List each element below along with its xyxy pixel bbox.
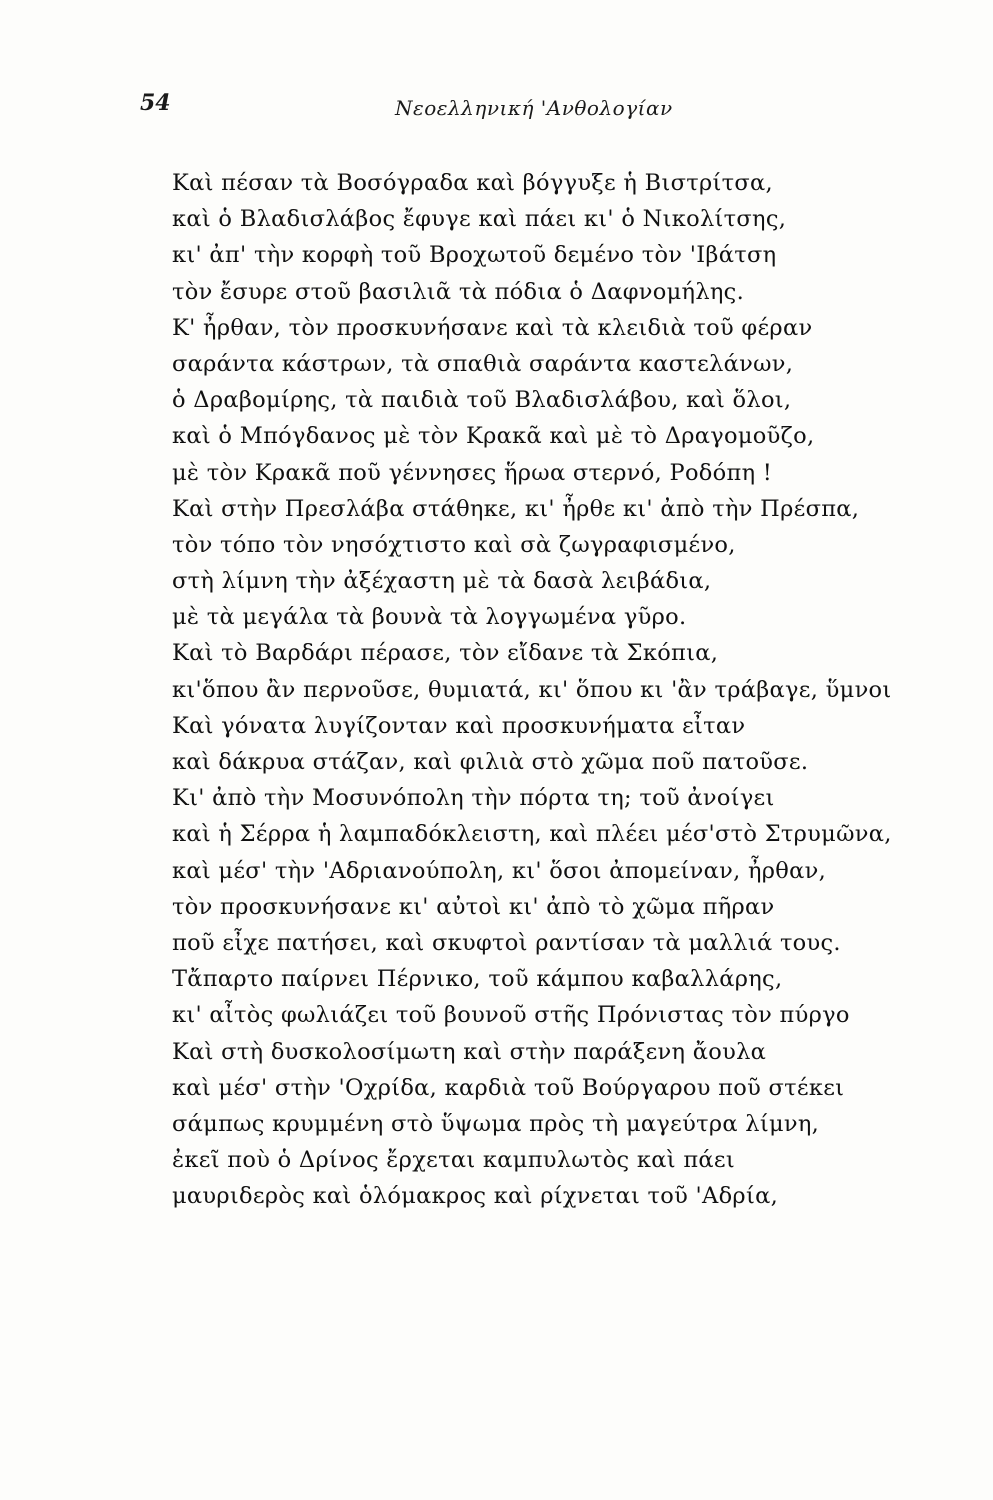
poem-line: Καὶ πέσαν τὰ Βοσόγραδα καὶ βόγγυξε ἡ Βιστρίτσα, [172, 170, 774, 196]
poem-line: στὴ λίμνη τὴν ἀξέχαστη μὲ τὰ δασὰ λειβάδια, [172, 568, 712, 595]
poem-line: Καὶ στὴν Πρεσλάβα στάθηκε, κι' ἦρθε κι' ἀπὸ τὴν Πρέσπα, [172, 495, 860, 522]
poem-line: ὁ Δραβομίρης, τὰ παιδιὰ τοῦ Βλαδισλάβου, καὶ ὅλοι, [172, 387, 792, 414]
poem-line: κι' αἶτὸς φωλιάζει τοῦ βουνοῦ στῆς Πρόνιστας τὸν πύργο [172, 1002, 850, 1029]
poem-line: μὲ τὸν Κρακᾶ ποῦ γέννησες ἥρωα στερνό, Ροδόπη ! [172, 459, 773, 486]
poem-line: καὶ δάκρυα στάζαν, καὶ φιλιὰ στὸ χῶμα ποῦ πατοῦσε. [172, 749, 809, 775]
poem-line: τὸν προσκυνήσανε κι' αὐτοὶ κι' ἀπὸ τὸ χῶμα πῆραν [172, 893, 775, 920]
poem-line: καὶ ἡ Σέρρα ἡ λαμπαδόκλειστη, καὶ πλέει μέσ'στὸ Στρυμῶνα, [172, 821, 892, 848]
poem-line: τὸν ἔσυρε στοῦ βασιλιᾶ τὰ πόδια ὁ Δαφνομήλης. [172, 278, 745, 305]
poem-line: σαράντα κάστρων, τὰ σπαθιὰ σαράντα καστελάνων, [172, 350, 794, 377]
poem-line: κι'ὅπου ἂν περνοῦσε, θυμιατά, κι' ὅπου κι 'ἂν τράβαγε, ὕμνοι [172, 676, 892, 703]
poem-line: καὶ μέσ' τὴν 'Αδριανούπολη, κι' ὅσοι ἀπομείναν, ἦρθαν, [172, 857, 827, 884]
poem-text [172, 165, 972, 1214]
page-number: 54 [140, 90, 171, 116]
poem-line: Τἄπαρτο παίρνει Πέρνικο, τοῦ κάμπου καβαλλάρης, [172, 966, 783, 993]
poem-line: Καὶ γόνατα λυγίζονταν καὶ προσκυνήματα εἶταν [172, 712, 746, 739]
poem-line: Καὶ τὸ Βαρδάρι πέρασε, τὸν εἴδανε τὰ Σκόπια, [172, 640, 719, 667]
poem-line: καὶ μέσ' στὴν 'Οχρίδα, καρδιὰ τοῦ Βούργαρου ποῦ στέκει [172, 1074, 845, 1101]
poem-line: ποῦ εἶχε πατήσει, καὶ σκυφτοὶ ραντίσαν τὰ μαλλιά τους. [172, 929, 841, 956]
poem-line: μὲ τὰ μεγάλα τὰ βουνὰ τὰ λογγωμένα γῦρο. [172, 604, 687, 631]
poem-line: μαυριδερὸς καὶ ὁλόμακρος καὶ ρίχνεται τοῦ 'Αδρία, [172, 1183, 779, 1210]
running-head: Νεοελληνική 'Ανθολογίαν [395, 96, 673, 120]
poem-line: Κ' ἦρθαν, τὸν προσκυνήσανε καὶ τὰ κλειδιὰ τοῦ φέραν [172, 314, 813, 341]
poem-line: Καὶ στὴ δυσκολοσίμωτη καὶ στὴν παράξενη ἄουλα [172, 1038, 767, 1065]
poem-line: Κι' ἀπὸ τὴν Μοσυνόπολη τὴν πόρτα τη; τοῦ ἀνοίγει [172, 785, 775, 812]
poem-line: καὶ ὁ Βλαδισλάβος ἔφυγε καὶ πάει κι' ὁ Νικολίτσης, [172, 206, 787, 233]
poem-line: τὸν τόπο τὸν νησόχτιστο καὶ σὰ ζωγραφισμένο, [172, 531, 736, 558]
poem-line: ἐκεῖ ποὺ ὁ Δρίνος ἔρχεται καμπυλωτὸς καὶ πάει [172, 1147, 736, 1174]
poem-line: σάμπως κρυμμένη στὸ ὕψωμα πρὸς τὴ μαγεύτρα λίμνη, [172, 1110, 820, 1137]
poem-line: κι' ἀπ' τὴν κορφὴ τοῦ Βροχωτοῦ δεμένο τὸν 'Ιβάτση [172, 242, 777, 269]
poem-line: καὶ ὁ Μπόγδανος μὲ τὸν Κρακᾶ καὶ μὲ τὸ Δραγομοῦζο, [172, 423, 815, 450]
